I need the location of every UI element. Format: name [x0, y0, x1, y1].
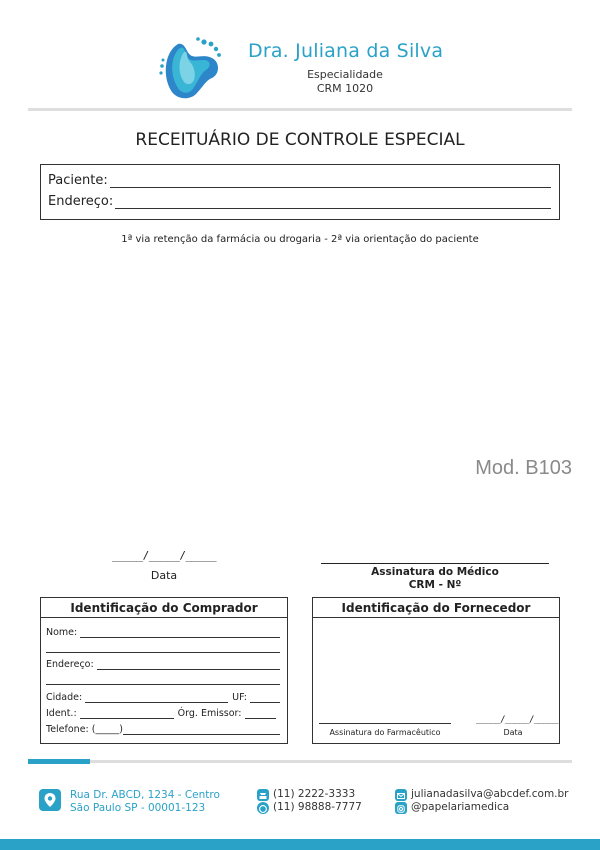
date-label: Data: [150, 569, 178, 582]
email-address[interactable]: julianadasilva@abcdef.com.br: [411, 788, 569, 800]
header-divider: [28, 108, 572, 111]
bottom-bar: [0, 839, 600, 850]
patient-label: Paciente:: [48, 173, 108, 188]
buyer-uf-line[interactable]: [250, 693, 280, 703]
footer-divider: [28, 760, 572, 763]
buyer-title: Identificação do Comprador: [41, 598, 287, 618]
form-title: RECEITUÁRIO DE CONTROLE ESPECIAL: [135, 130, 465, 150]
buyer-name-row-2[interactable]: [46, 643, 280, 653]
doctor-signature-label: [321, 566, 549, 592]
address-label: Endereço:: [48, 194, 114, 209]
buyer-org-line[interactable]: [245, 709, 276, 719]
supplier-date-label: Data: [503, 728, 523, 737]
buyer-address-line[interactable]: [97, 660, 280, 670]
buyer-name-line-2[interactable]: [46, 643, 280, 653]
whatsapp-icon: [257, 802, 269, 814]
buyer-address-label: Endereço:: [46, 659, 94, 670]
crm-label: CRM - Nº: [408, 579, 462, 591]
buyer-address-row-2[interactable]: [46, 675, 280, 685]
patient-row[interactable]: [48, 173, 551, 188]
buyer-ident-row[interactable]: [46, 708, 280, 719]
address-line-2: São Paulo SP - 00001-123: [70, 802, 206, 814]
buyer-box: [40, 597, 288, 744]
supplier-title: Identificação do Fornecedor: [313, 598, 559, 618]
supplier-box: [312, 597, 560, 744]
patient-box: [40, 164, 560, 220]
buyer-city-row[interactable]: [46, 692, 280, 703]
buyer-phone-label: Telefone: (_____): [46, 724, 123, 735]
buyer-city-label: Cidade:: [46, 692, 83, 703]
email-icon: [395, 789, 407, 801]
buyer-name-label: Nome:: [46, 627, 78, 638]
buyer-ident-label: Ident.:: [46, 708, 77, 719]
address-row[interactable]: [48, 194, 551, 209]
buyer-address-line-2[interactable]: [46, 675, 280, 685]
patient-line[interactable]: [110, 175, 551, 188]
date-placeholder[interactable]: _____/_____/_____: [112, 549, 217, 562]
via-note: 1ª via retenção da farmácia ou drogaria - 2ª via orientação do paciente: [121, 234, 479, 245]
pharmacist-signature-line[interactable]: [319, 723, 451, 724]
address-line-1: Rua Dr. ABCD, 1234 - Centro: [70, 789, 220, 801]
crm-number: CRM 1020: [316, 82, 374, 95]
foot-logo-icon: [158, 36, 228, 102]
buyer-address-row[interactable]: [46, 659, 280, 670]
buyer-phone-row[interactable]: [46, 724, 280, 735]
buyer-name-line[interactable]: [80, 628, 280, 638]
buyer-uf-label: UF:: [232, 692, 247, 703]
whatsapp-number[interactable]: (11) 98888-7777: [273, 801, 362, 813]
specialty: Especialidade: [307, 68, 383, 81]
buyer-name-row[interactable]: [46, 627, 280, 638]
doctor-name: Dra. Juliana da Silva: [248, 40, 444, 62]
buyer-phone-line[interactable]: [123, 725, 280, 735]
address-line[interactable]: [115, 196, 551, 209]
supplier-date-placeholder[interactable]: _____/_____/_____: [476, 715, 558, 725]
phone-icon: [257, 789, 269, 801]
buyer-org-label: Órg. Emissor:: [177, 708, 242, 719]
instagram-handle[interactable]: @papelariamedica: [411, 801, 510, 813]
phone-number[interactable]: (11) 2222-3333: [273, 788, 356, 800]
pharmacist-signature-label: Assinatura do Farmacêutico: [329, 728, 441, 737]
instagram-icon: [395, 802, 407, 814]
location-pin-icon: [39, 789, 61, 811]
footer-accent: [28, 759, 90, 764]
doctor-signature-text: Assinatura do Médico: [371, 566, 499, 578]
doctor-signature-line[interactable]: [321, 563, 549, 564]
model-number: Mod. B103: [475, 457, 572, 479]
buyer-city-line[interactable]: [85, 693, 228, 703]
buyer-ident-line[interactable]: [80, 709, 174, 719]
